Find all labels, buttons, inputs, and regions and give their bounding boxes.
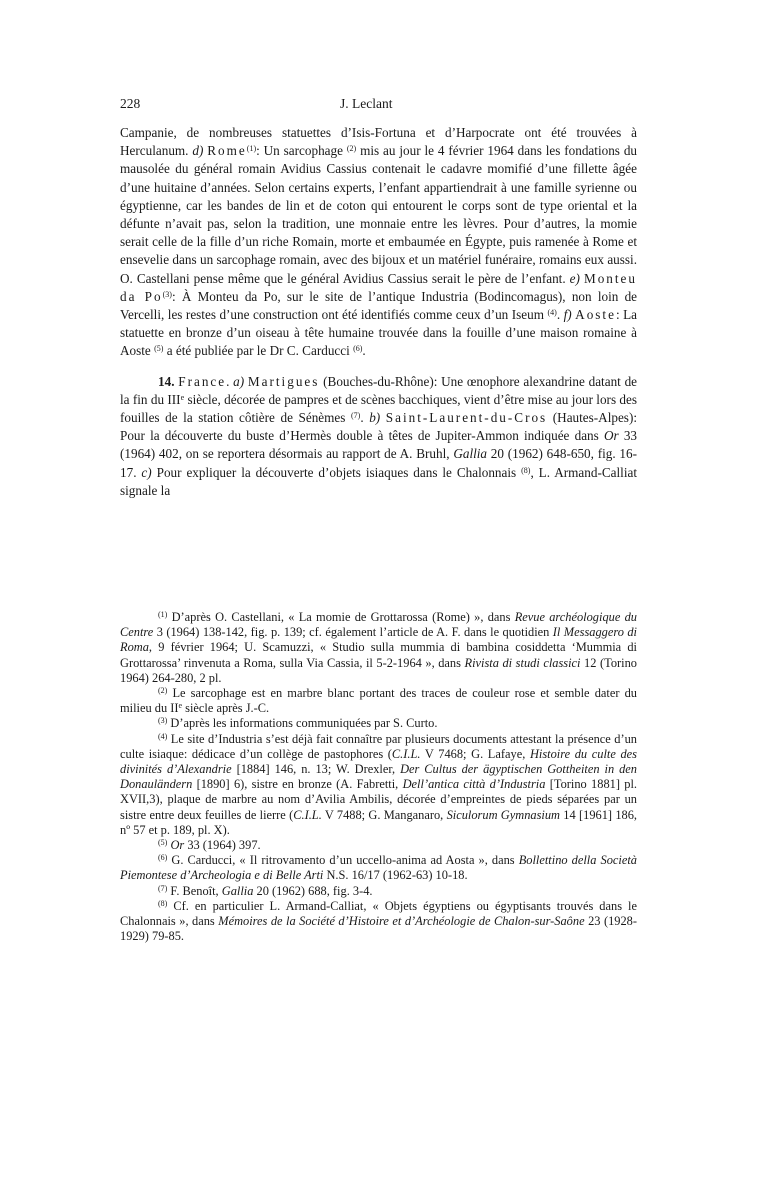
- text-run: siècle, décorée de pampres et de scènes bacchiques, vient d’être mise au jour lors des fouilles de la station côtière de Sénèmes: [120, 391, 637, 426]
- text-run: 23 (1928-1929) 79-85.: [120, 914, 637, 944]
- footnote-ref[interactable]: (8): [521, 465, 531, 475]
- text-run: N.S. 16/17 (1962-63) 10-18.: [323, 868, 468, 883]
- text-run: [Torino 1881] pl. XVII,3), plaque de marbre au nom d’Avilia Ambilis, décorée d’empreintes de pieds séparées par un sistre entre deux feuilles de lierre (: [120, 777, 638, 822]
- main-text: [120, 124, 637, 500]
- text-run: 20 (1962) 648-650, fig. 16-17.: [120, 446, 637, 480]
- citation-title: Revue archéologique du Centre: [120, 610, 637, 640]
- footnote-ref[interactable]: (1): [246, 144, 257, 154]
- paragraph-italy-sites: [120, 124, 637, 361]
- section-country: France: [178, 373, 227, 389]
- text-run: 33 (1964) 397.: [184, 838, 261, 853]
- footnote-mark: (4): [158, 731, 168, 741]
- journal-title: Gallia: [453, 446, 488, 462]
- text-run: Le site d’Industria s’est déjà fait connaître par plusieurs documents attestant la présence d’un culte isiaque: dédicace d’un collège de pastophores (: [120, 731, 637, 761]
- site-name-martigues: Martigues: [247, 373, 320, 389]
- citation-title: Or: [170, 838, 185, 853]
- text-run: Cf. en particulier L. Armand-Calliat, « Objets égyptiens ou égyptisants trouvés dans le Chalonnais », dans: [120, 898, 637, 929]
- footnote-mark: (2): [158, 686, 168, 696]
- text-run: : Un sarcophage: [256, 143, 347, 159]
- footnote-6: [120, 853, 637, 883]
- text-run: 20 (1962) 688, fig. 3-4.: [253, 883, 373, 898]
- footnote-mark: (8): [158, 898, 168, 908]
- text-run: V 7468; G. Lafaye,: [420, 746, 530, 761]
- item-letter: c): [141, 464, 152, 480]
- text-run: a été publiée par le Dr C. Carducci: [163, 343, 354, 359]
- text-run: G. Carducci, « Il ritrovamento d’un uccello-anima ad Aosta », dans: [167, 853, 519, 868]
- footnote-ref[interactable]: (4): [547, 308, 557, 318]
- footnote-ref[interactable]: (7): [350, 411, 361, 421]
- text-run: [1884] 146, n. 13; W. Drexler,: [231, 762, 401, 777]
- paragraph-france: [120, 373, 637, 500]
- citation-title: Siculorum Gymnasium: [446, 807, 561, 822]
- footnote-4: [120, 732, 637, 838]
- text-run: : La statuette en bronze d’un oiseau à tête humaine trouvée dans la fouille d’une maison romaine à Aoste: [120, 307, 638, 359]
- text-run: .: [556, 307, 564, 323]
- footnote-mark: (6): [158, 853, 168, 863]
- citation-title: Der Cultus der ägyptischen Gottheiten in den Donauländern: [120, 762, 637, 792]
- citation-title: Gallia: [221, 883, 254, 898]
- text-run: (Bouches-du-Rhône): Une œnophore alexandrine datant de la fin du III: [120, 373, 638, 407]
- text-run: 14 [1961] 186, nº 57 et p. 189, pl. X).: [120, 807, 638, 837]
- footnote-ref[interactable]: (2): [346, 144, 357, 154]
- item-letter: f): [563, 307, 572, 323]
- ordinal-suffix: e: [180, 392, 185, 402]
- site-name-aoste: Aoste: [575, 307, 616, 323]
- running-author: J. Leclant: [340, 96, 393, 111]
- item-letter: a): [233, 373, 245, 389]
- text-run: 12 (Torino 1964) 264-280, 2 pl.: [120, 655, 637, 685]
- footnote-ref[interactable]: (3): [162, 289, 172, 299]
- item-letter: d): [192, 143, 204, 159]
- footnote-2: [120, 686, 637, 716]
- text-run: D’après O. Castellani, « La momie de Grottarossa (Rome) », dans: [167, 610, 515, 624]
- text-run: , L. Armand-Calliat signale la: [120, 464, 637, 498]
- citation-title: Dell’antica città d’Industria: [402, 777, 546, 792]
- citation-title: Mémoires de la Société d’Histoire et d’Archéologie de Chalon-sur-Saône: [218, 914, 585, 929]
- citation-title: C.I.L.: [391, 746, 421, 761]
- text-run: : À Monteu da Po, sur le site de l’antique Industria (Bodincomagus), non loin de Vercelli, les restes d’une construction ont été identifiés comme ceux d’un Iseum: [120, 288, 638, 323]
- footnote-mark: (3): [158, 716, 168, 726]
- text-run: 33 (1964) 402, on se reportera désormais au rapport de A. Bruhl,: [120, 428, 638, 462]
- footnote-ref[interactable]: (5): [154, 344, 164, 354]
- citation-title: Bollettino della Società Piemontese d’Archeologia e di Belle Arti: [120, 853, 637, 883]
- text-run: , 9 février 1964; U. Scamuzzi, « Studio sulla mummia di bambina cosiddetta ‘Mummia di Grottarossa’ rinvenuta a Roma, sulla Via Cassia, il 5-2-1964 », dans: [120, 640, 637, 670]
- text-run: mis au jour le 4 février 1964 dans les fondations du mausolée du général romain Avidius Cassius contenait le cadavre momifié d’une fillette âgée d’une huitaine d’années. Selon certains experts, l’enfant appartiendrait à une famille syrienne ou égyptienne, car les bandes de lin et de coton qui entourent le corps sont de type oriental et la défunte n’avait pas, selon la tradition, une monnaie entre les lèvres. Pour d’autres, la momie serait celle de la fille d’un riche Romain, morte et embaumée en Égypte, puis ramenée à Rome et ensevelie dans un sarcophage romain, avec des bijoux et un matériel funéraire, romains eux aussi. O. Castellani pense même que le général Avidius Cassius serait le père de l’enfant.: [120, 143, 638, 286]
- site-name-saint-laurent: Saint-Laurent-du-Cros: [385, 410, 548, 426]
- text-run: .: [226, 373, 234, 389]
- site-name-monteu: Monteu da Po: [120, 270, 637, 304]
- footnote-7: [120, 884, 637, 899]
- footnote-8: [120, 899, 637, 945]
- citation-title: Rivista di studi classici: [464, 655, 581, 670]
- footnotes: [120, 610, 637, 944]
- citation-title: Il Messaggero di Roma: [120, 625, 637, 655]
- text-run: Le sarcophage est en marbre blanc portant des traces de couleur rose et semble dater du milieu du II: [120, 686, 637, 716]
- text-run: 3 (1964) 138-142, fig. p. 139; cf. également l’article de A. F. dans le quotidien: [153, 625, 553, 640]
- text-run: D’après les informations communiquées par S. Curto.: [167, 716, 438, 731]
- text-run: .: [360, 410, 370, 426]
- ordinal-suffix: e: [178, 701, 183, 711]
- footnote-5: [120, 838, 637, 853]
- running-header: [120, 96, 637, 116]
- text-run: [1890] 6), sistre en bronze (A. Fabretti,: [192, 777, 403, 792]
- item-letter: e): [569, 270, 580, 286]
- citation-title: Histoire du culte des divinités d’Alexandrie: [120, 746, 637, 777]
- page-number: 228: [120, 96, 141, 111]
- footnote-1: [120, 610, 637, 686]
- footnote-mark: (7): [158, 883, 168, 893]
- text-run: (Hautes-Alpes): Pour la découverte du buste d’Hermès double à têtes de Jupiter-Ammon indiquée dans: [120, 410, 637, 444]
- section-number: 14.: [158, 373, 179, 389]
- site-name-rome: Rome: [207, 143, 247, 159]
- text-run: Pour expliquer la découverte d’objets isiaques dans le Chalonnais: [151, 464, 522, 480]
- text-run: Campanie, de nombreuses statuettes d’Isis-Fortuna et d’Harpocrate ont été trouvées à Herculanum.: [120, 125, 637, 159]
- footnote-3: [120, 716, 637, 731]
- text-run: siècle après J.-C.: [182, 701, 270, 716]
- citation-title: C.I.L.: [293, 807, 322, 822]
- item-letter: b): [369, 410, 381, 426]
- footnote-mark: (1): [158, 610, 168, 619]
- footnote-mark: (5): [158, 838, 168, 848]
- journal-abbrev: Or: [603, 428, 619, 444]
- text-run: .: [362, 343, 366, 359]
- text-run: V 7488; G. Manganaro,: [321, 807, 447, 822]
- footnote-ref[interactable]: (6): [353, 344, 363, 354]
- text-run: F. Benoît,: [167, 883, 222, 898]
